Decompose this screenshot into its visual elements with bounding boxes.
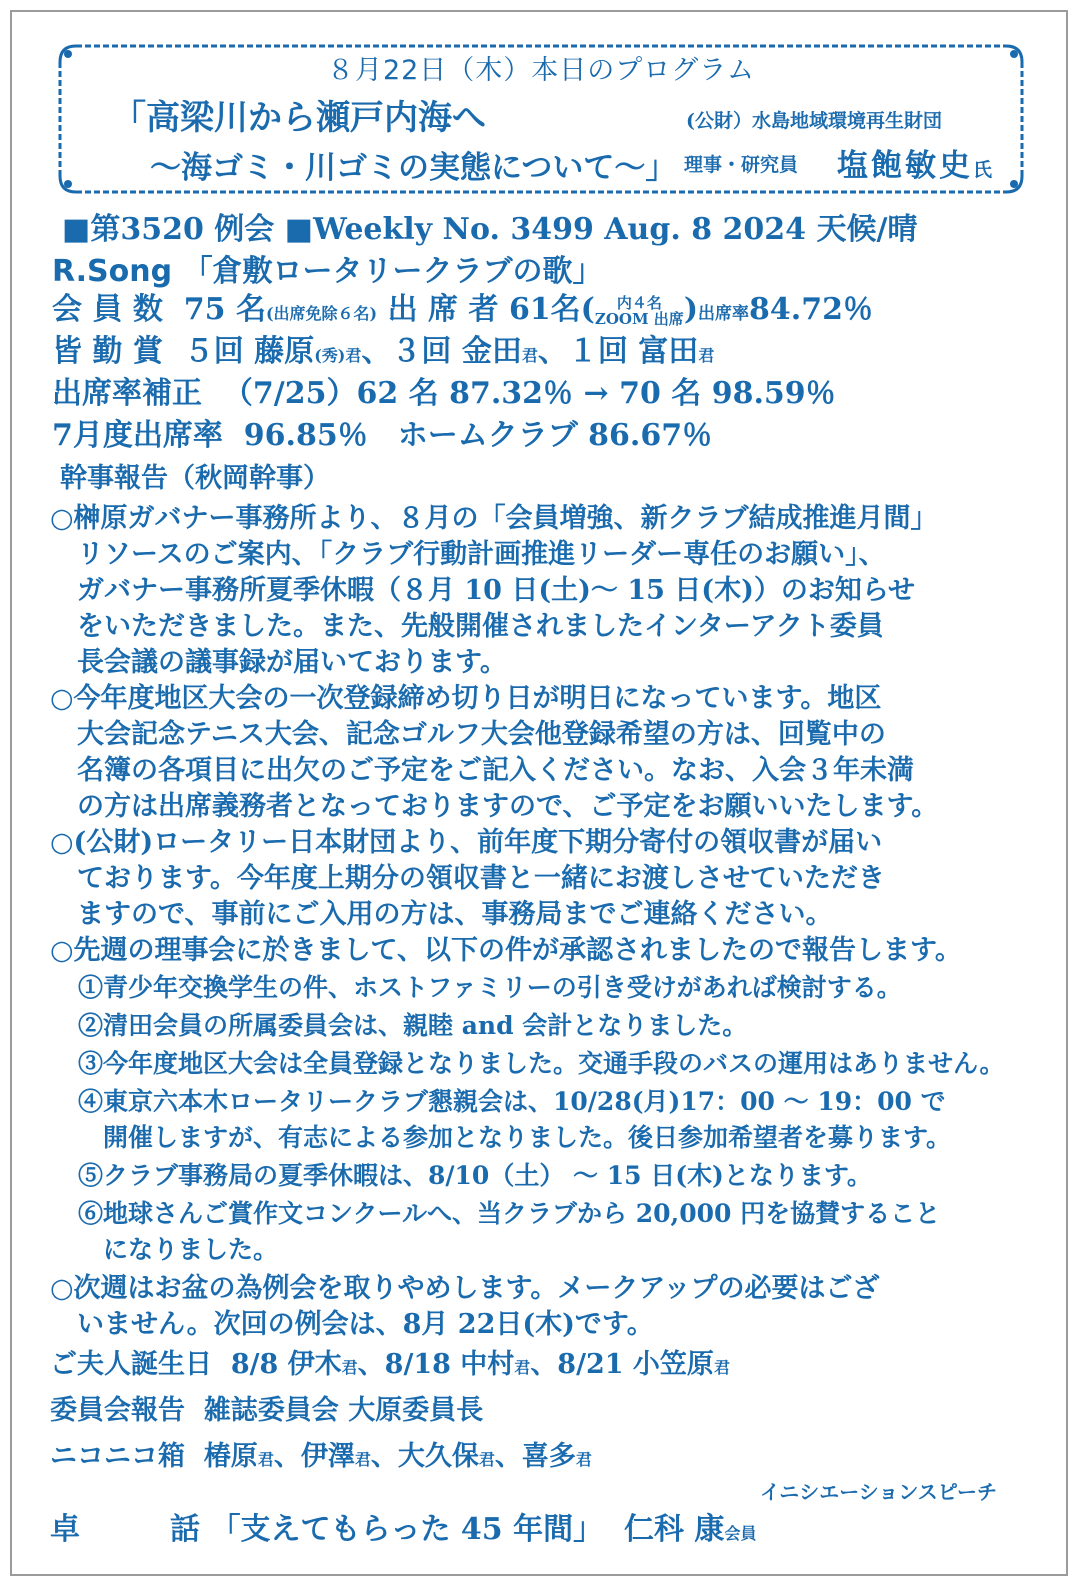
report-line: 大会記念テニス大会、記念ゴルフ大会他登録希望の方は、回覧中の: [50, 719, 886, 750]
report-line: ○先週の理事会に於きまして、以下の件が承認されましたので報告します。: [50, 935, 962, 966]
program-title-line2: 〜海ゴミ・川ゴミの実態について〜」: [150, 150, 677, 186]
attend-count: 61名(: [508, 292, 595, 327]
nikoniko-s2: 君: [354, 1450, 371, 1469]
speech-subtitle: イニシエーションスピーチ: [760, 1480, 997, 1504]
report-line: ております。今年度上期分の領収書と一緒にお渡しさせていただき: [50, 863, 885, 894]
nikoniko-n3: 、大久保: [370, 1441, 479, 1472]
nikoniko-label: ニコニコ箱: [50, 1441, 185, 1472]
july-value: 96.85％ ホームクラブ 86.67％: [243, 418, 713, 453]
next-meeting-line: いません。次回の例会は、8月 22日(木)です。: [50, 1309, 654, 1340]
report-line: ますので、事前にご入用の方は、事務局までご連絡ください。: [50, 899, 833, 930]
report-line: ガバナー事務所夏季休暇（８月 10 日(土)〜 15 日(木)）のお知らせ: [50, 575, 916, 606]
nikoniko-s3: 君: [478, 1450, 495, 1469]
program-box: [54, 40, 1028, 198]
nikoniko-n2: 、伊澤: [273, 1441, 355, 1472]
attendance-rate: 84.72％: [749, 292, 873, 327]
nikoniko-n4: 、喜多: [494, 1441, 576, 1472]
perfect-attendance-line: [52, 326, 714, 370]
perfect-label: 皆 勤 賞: [52, 334, 163, 369]
birthday-line: [50, 1342, 730, 1381]
birthday-n2: 、8/18 中村: [357, 1349, 515, 1380]
speech-role: 会員: [724, 1524, 757, 1543]
attend-close: ): [683, 292, 699, 327]
speech-line: [50, 1504, 756, 1548]
perfect-p3: 、１回 富田: [537, 334, 699, 369]
board-item: ⑤クラブ事務局の夏季休暇は、8/10（土） 〜 15 日(木)となります。: [78, 1161, 872, 1190]
committee-label: 委員会報告: [50, 1395, 185, 1426]
perfect-p1-small: (秀)君: [314, 346, 362, 365]
members-count: 75 名: [183, 292, 266, 327]
zoom-note: [595, 295, 684, 327]
program-header: ８月22日（木）本日のプログラム: [326, 55, 756, 86]
nikoniko-n1: 椿原: [203, 1441, 258, 1472]
next-meeting-line: ○次週はお盆の為例会を取りやめします。メークアップの必要はござ: [50, 1273, 880, 1304]
members-exempt: (出席免除６名): [265, 304, 378, 323]
report-line: をいただきました。また、先般開催されましたインターアクト委員: [50, 611, 884, 642]
speech-title: 「支えてもらった 45 年間」: [210, 1512, 604, 1547]
program-speaker-role: 理事・研究員: [684, 154, 799, 176]
report-heading: 幹事報告（秋岡幹事）: [60, 463, 330, 494]
program-organization: (公財）水島地域環境再生財団: [686, 110, 942, 132]
report-line: リソースのご案内、「クラブ行動計画推進リーダー専任のお願い」、: [50, 539, 886, 570]
board-item: 開催しますが、有志による参加となりました。後日参加希望者を募ります。: [78, 1123, 952, 1152]
speech-label: 卓 話: [50, 1512, 200, 1547]
july-attendance-line: [52, 410, 712, 454]
rsong-label: R.Song: [52, 254, 173, 289]
birthday-s1: 君: [341, 1358, 358, 1377]
perfect-p3-small: 君: [698, 346, 715, 365]
report-line: 長会議の議事録が届いております。: [50, 647, 507, 678]
birthday-s3: 君: [713, 1358, 730, 1377]
report-line: ○(公財)ロータリー日本財団より、前年度下期分寄付の領収書が届い: [50, 827, 883, 858]
members-line: [52, 284, 873, 328]
board-item: ④東京六本木ロータリークラブ懇親会は、10/28(月)17：00 〜 19：00 で: [78, 1087, 946, 1116]
attend-label: 出 席 者: [387, 292, 499, 327]
report-line: 名簿の各項目に出欠のご予定をご記入ください。なお、入会３年未満: [50, 755, 914, 786]
birthday-n3: 、8/21 小笠原: [530, 1349, 714, 1380]
report-line: ○今年度地区大会の一次登録締め切り日が明日になっています。地区: [50, 683, 882, 714]
perfect-p1: ５回 藤原: [183, 334, 315, 369]
meeting-line: ■第3520 例会 ■Weekly No. 3499 Aug. 8 2024 天候/晴: [62, 212, 918, 247]
report-line: ○榊原ガバナー事務所より、８月の「会員増強、新クラブ結成推進月間」: [50, 503, 938, 534]
correction-label: 出席率補正: [52, 376, 202, 411]
attendance-rate-label: 出席率: [698, 304, 750, 324]
program-title-line1: 「高梁川から瀬戸内海へ: [112, 98, 486, 138]
speech-speaker: 仁科 康: [623, 1512, 725, 1547]
perfect-p2: 、３回 金田: [361, 334, 522, 369]
birthday-s2: 君: [514, 1358, 531, 1377]
perfect-p2-small: 君: [521, 346, 538, 365]
board-item: ⑥地球さんご賞作文コンクールへ、当クラブから 20,000 円を協賛すること: [78, 1199, 941, 1228]
committee-line: [50, 1388, 483, 1427]
rsong-value: 「倉敷ロータリークラブの歌」: [182, 254, 603, 289]
birthday-label: ご夫人誕生日: [50, 1349, 212, 1380]
board-item: ③今年度地区大会は全員登録となりました。交通手段のバスの運用はありません。: [78, 1049, 1005, 1078]
zoom-note-bottom: ZOOM 出席: [594, 310, 684, 328]
program-speaker-name: [837, 140, 992, 185]
correction-value: （7/25）62 名 87.32％ → 70 名 98.59％: [222, 376, 836, 411]
board-item: ①青少年交換学生の件、ホストファミリーの引き受けがあれば検討する。: [78, 973, 902, 1002]
board-item: ②清田会員の所属委員会は、親睦 and 会計となりました。: [78, 1011, 748, 1040]
members-label: 会 員 数: [52, 292, 163, 327]
speaker-name: 塩飽敏史: [837, 148, 973, 184]
report-line: の方は出席義務者となっておりますので、ご予定をお願いいたします。: [50, 791, 939, 822]
zoom-note-top: 内４名: [616, 294, 662, 312]
birthday-n1: 8/8 伊木: [230, 1349, 342, 1380]
nikoniko-s1: 君: [257, 1450, 274, 1469]
july-label: 7月度出席率: [52, 418, 223, 453]
committee-value: 雑誌委員会 大原委員長: [203, 1395, 484, 1426]
speaker-honorific: 氏: [973, 159, 993, 181]
nikoniko-line: [50, 1434, 592, 1473]
board-item: になりました。: [78, 1235, 279, 1264]
nikoniko-s4: 君: [575, 1450, 592, 1469]
correction-line: [52, 368, 836, 412]
